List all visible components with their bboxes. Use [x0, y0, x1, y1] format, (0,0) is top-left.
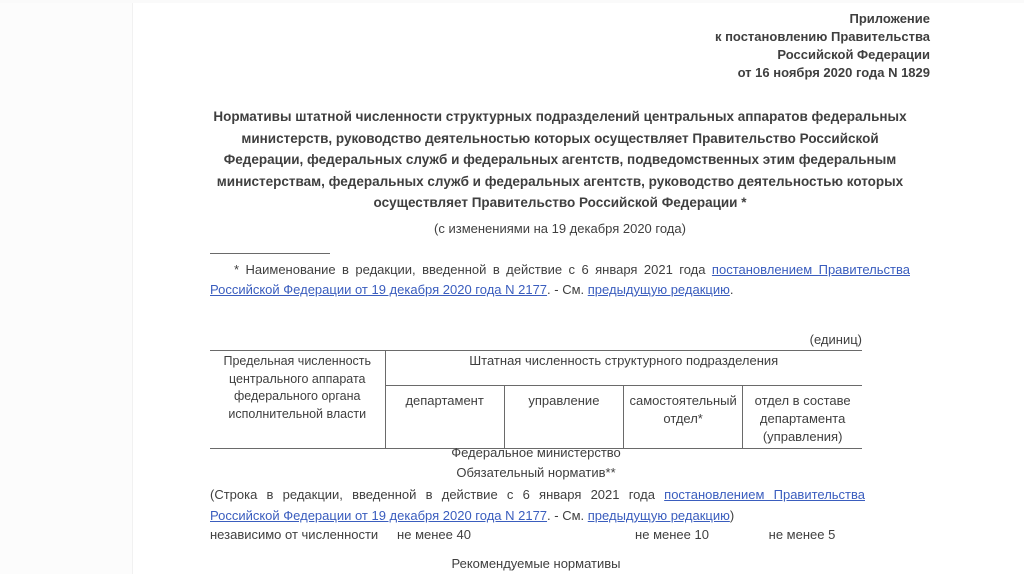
table-header-col1: Предельная численность центрального аппарата федерального органа исполнительной власти [223, 354, 372, 421]
row-independent-division-value: не менее 10 [635, 527, 709, 542]
footnote-middle: . - См. [547, 282, 588, 297]
footnote-marker: * [234, 262, 240, 277]
footnote-resolution-link[interactable]: постановлением Правительства Российской Федерации от 19 декабря 2020 года N 2177 [210, 262, 910, 297]
page-left-margin [0, 3, 133, 574]
table-header-department: департамент [385, 386, 504, 449]
appendix-header [715, 10, 930, 82]
revision-resolution-link[interactable]: постановлением Правительства Российской Федерации от 19 декабря 2020 года N 2177 [210, 487, 865, 523]
revision-suffix: ) [729, 507, 735, 523]
table-header-division-within-department: отдел в составе департамента (управления) [743, 386, 862, 449]
row-directorate-value [483, 525, 602, 545]
appendix-header-line: к постановлению Правительства [714, 29, 930, 44]
revision-previous-edition-link[interactable]: предыдущую редакцию [587, 507, 730, 523]
revision-middle: . - См. [547, 507, 588, 523]
appendix-header-line: Российской Федерации [777, 47, 930, 62]
row-department-value: не менее 40 [397, 527, 471, 542]
row-division-within-department-value: не менее 5 [768, 527, 836, 542]
revision-note [210, 485, 865, 526]
footnote-prefix: Наименование в редакции, введенной в действие с 6 января 2021 года [239, 262, 712, 277]
footnote-previous-edition-link[interactable]: предыдущую редакцию [587, 282, 730, 297]
recommended-norms-title: Рекомендуемые нормативы [451, 556, 621, 571]
document-subtitle: (с изменениями на 19 декабря 2020 года) [434, 221, 686, 236]
units-label: (единиц) [809, 332, 862, 347]
revision-prefix: (Строка в редакции, введенной в действие с 6 января 2021 года [210, 487, 665, 502]
table-header-independent-division: самостоятельный отдел* [624, 386, 743, 449]
footnote-separator [210, 253, 330, 254]
section-subtitle: Обязательный норматив** [456, 465, 616, 480]
section-title: Федеральное министерство [451, 445, 621, 460]
staffing-norms-table [210, 350, 862, 449]
table-group-header: Штатная численность структурного подразделения [385, 351, 862, 386]
row-col1-value: независимо от численности [210, 527, 379, 542]
table-row [210, 525, 862, 545]
table-header-directorate: управление [504, 386, 623, 449]
footnote-suffix: . [729, 282, 734, 297]
appendix-header-line: от 16 ноября 2020 года N 1829 [737, 65, 930, 80]
document-title: Нормативы штатной численности структурных подразделений центральных аппаратов федеральных министерств, руководство деятельностью которых осуществляет Правительство Российской Федерации, федеральных служб и федеральных агентств, подведомственных этим федеральным министерствам, федеральных служб и федеральных агентств, руководство деятельностью которых осуществляет Правительство Российской Федерации * [213, 109, 907, 210]
appendix-header-line: Приложение [849, 11, 930, 26]
footnote-text [210, 260, 910, 300]
